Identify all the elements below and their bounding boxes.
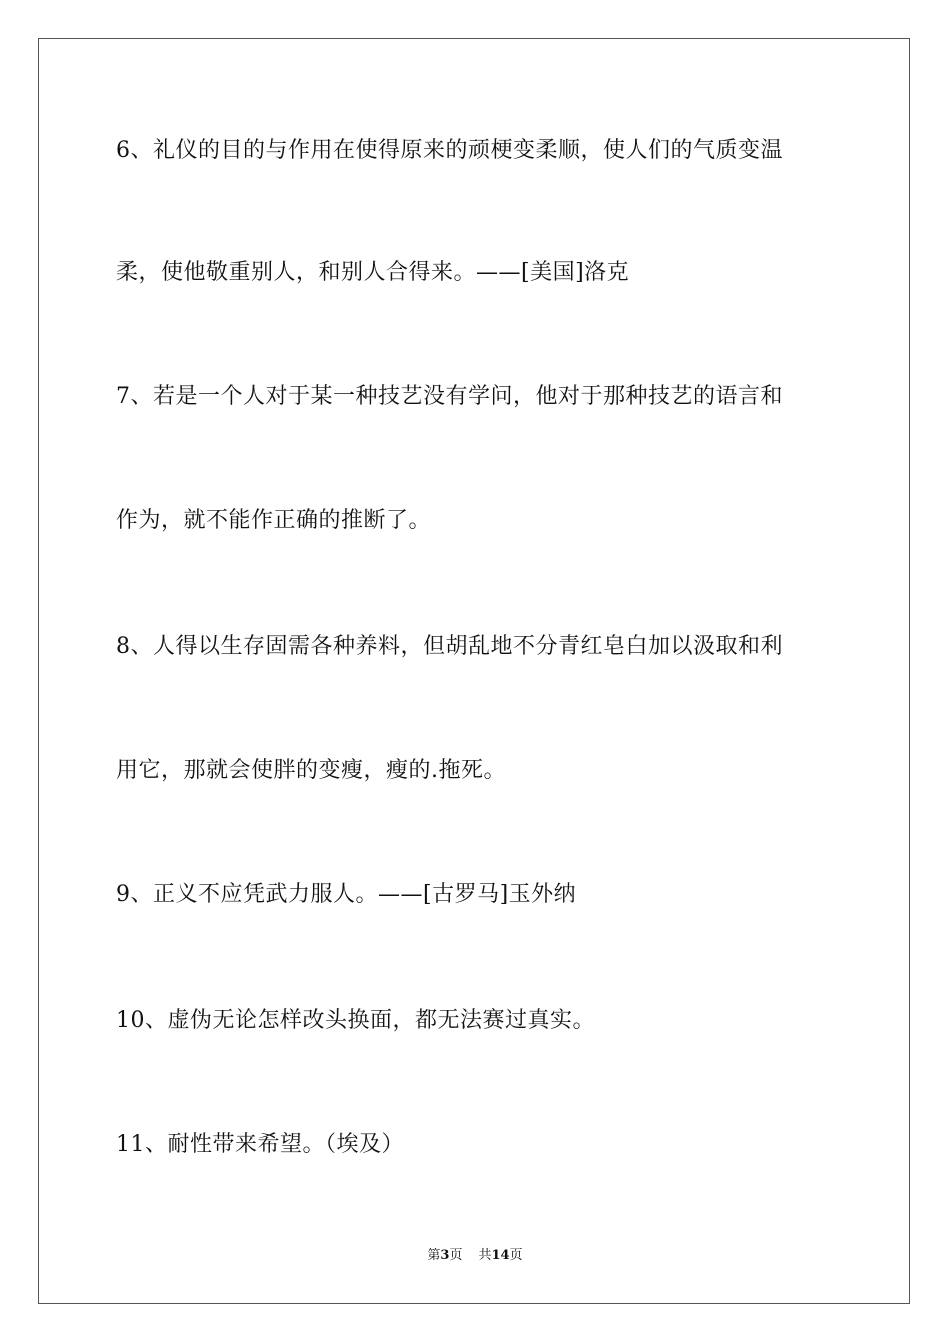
page-prefix: 第 bbox=[427, 1248, 441, 1263]
text-line: 柔，使他敬重别人，和别人合得来。——[美国]洛克 bbox=[116, 260, 630, 285]
text-line: 10、虚伪无论怎样改头换面，都无法赛过真实。 bbox=[116, 1008, 595, 1033]
page-border bbox=[38, 38, 910, 1304]
text-line: 11、耐性带来希望。（埃及） bbox=[116, 1132, 404, 1157]
total-pages: 14 bbox=[491, 1248, 510, 1263]
total-suffix: 页 bbox=[509, 1248, 523, 1263]
total-prefix: 共 bbox=[478, 1248, 492, 1263]
text-line: 8、人得以生存固需各种养料，但胡乱地不分青红皂白加以汲取和利 bbox=[116, 634, 783, 659]
page-number: 3 bbox=[440, 1248, 450, 1263]
text-line: 用它，那就会使胖的变瘦，瘦的.拖死。 bbox=[116, 758, 506, 783]
text-line: 7、若是一个人对于某一种技艺没有学问，他对于那种技艺的语言和 bbox=[116, 384, 783, 409]
text-line: 9、正义不应凭武力服人。——[古罗马]玉外纳 bbox=[116, 882, 577, 907]
text-line: 作为，就不能作正确的推断了。 bbox=[116, 508, 432, 533]
page-footer bbox=[0, 1247, 950, 1265]
page-suffix: 页 bbox=[449, 1248, 463, 1263]
text-line: 6、礼仪的目的与作用在使得原来的顽梗变柔顺，使人们的气质变温 bbox=[116, 138, 783, 163]
